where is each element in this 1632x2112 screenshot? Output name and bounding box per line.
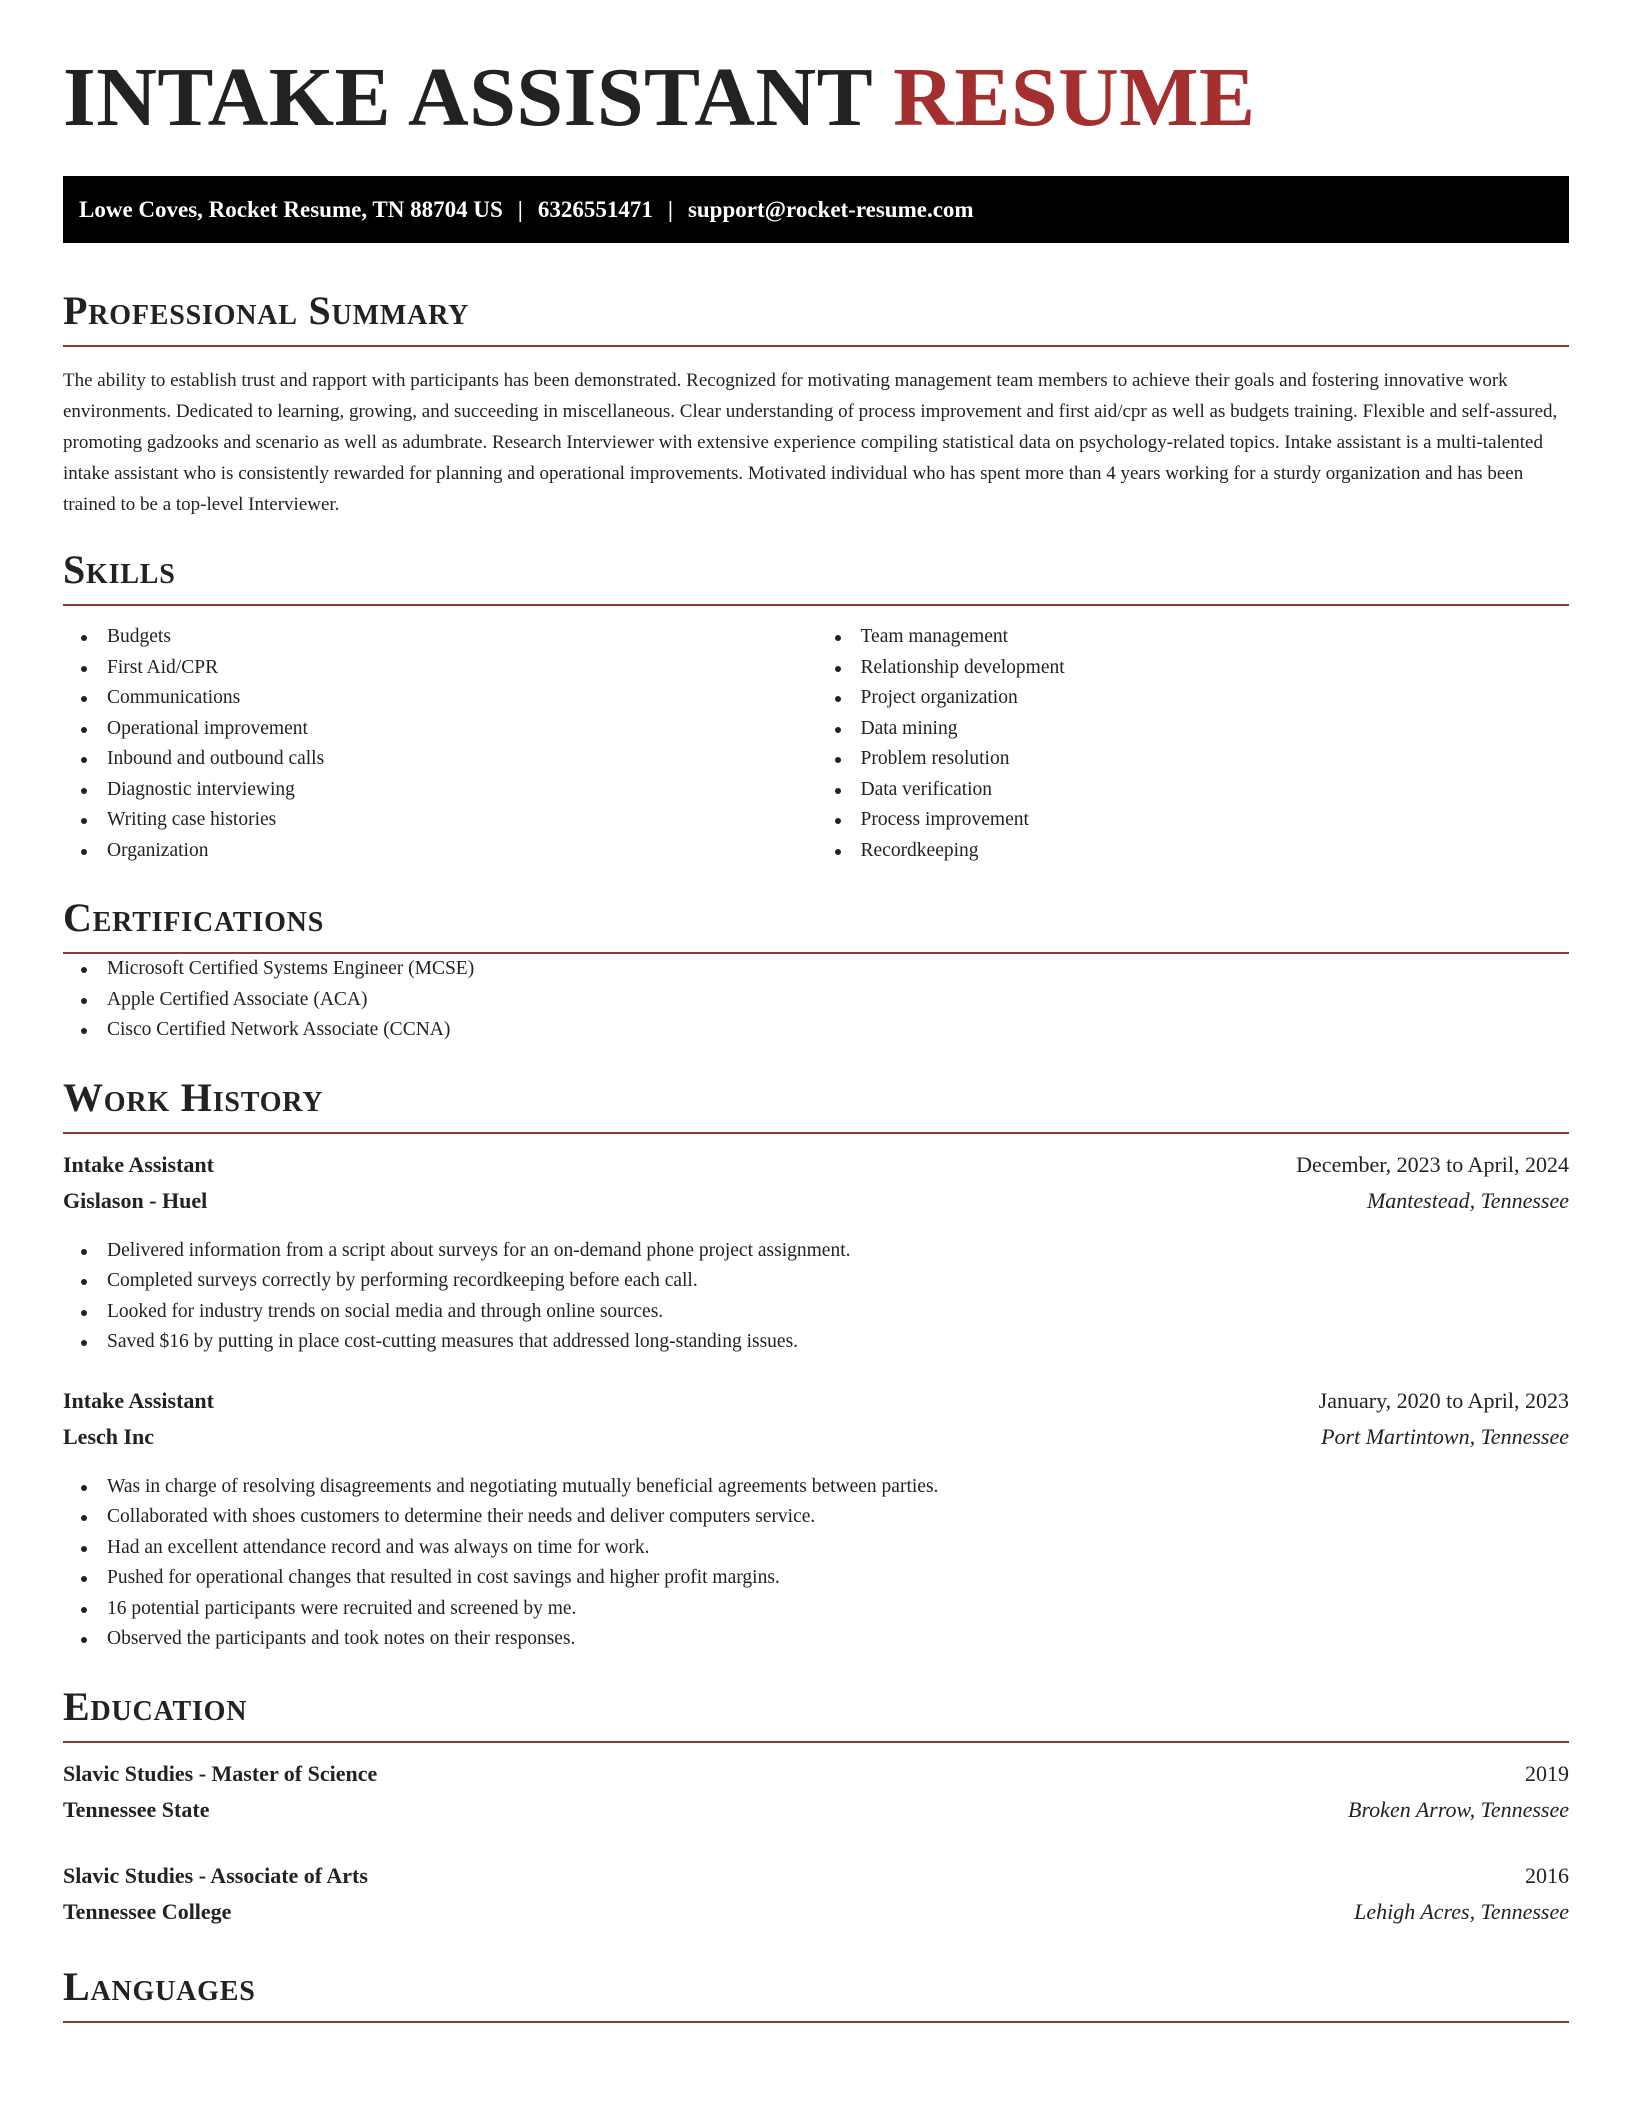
school-location: Broken Arrow, Tennessee bbox=[1348, 1796, 1569, 1822]
education-entry-subheader bbox=[63, 1899, 1569, 1935]
skill-item: Operational improvement bbox=[63, 714, 816, 745]
skill-item: Organization bbox=[63, 836, 816, 867]
work-entry bbox=[63, 1152, 1569, 1358]
contact-bar bbox=[63, 176, 1569, 243]
job-duties-list bbox=[63, 1236, 1569, 1358]
graduation-year: 2016 bbox=[1525, 1862, 1569, 1888]
work-entry bbox=[63, 1388, 1569, 1655]
skills-column-right bbox=[816, 622, 1570, 866]
contact-email: support@rocket-resume.com bbox=[687, 196, 974, 222]
skill-item: Recordkeeping bbox=[817, 836, 1570, 867]
company-name: Gislason - Huel bbox=[63, 1187, 208, 1213]
school-name: Tennessee State bbox=[63, 1796, 210, 1822]
section-title-summary: Professional Summary bbox=[63, 289, 1569, 347]
job-duty: Was in charge of resolving disagreements and negotiating mutually beneficial agreements between parties. bbox=[63, 1472, 1569, 1503]
skill-item: Data verification bbox=[817, 775, 1570, 806]
skill-item: Process improvement bbox=[817, 805, 1570, 836]
work-entry-header bbox=[63, 1388, 1569, 1424]
skills-list-right bbox=[817, 622, 1570, 866]
work-entry-header bbox=[63, 1152, 1569, 1188]
job-title: Intake Assistant bbox=[63, 1387, 214, 1413]
section-title-languages: Languages bbox=[63, 1965, 1569, 2023]
contact-address: Lowe Coves, Rocket Resume, TN 88704 US bbox=[79, 196, 503, 222]
title-accent: RESUME bbox=[893, 51, 1256, 144]
job-duty: 16 potential participants were recruited and screened by me. bbox=[63, 1594, 1569, 1625]
job-location: Mantestead, Tennessee bbox=[1366, 1187, 1569, 1213]
job-duty: Observed the participants and took notes on their responses. bbox=[63, 1624, 1569, 1655]
certification-item: Apple Certified Associate (ACA) bbox=[63, 985, 1569, 1016]
work-entry-subheader bbox=[63, 1424, 1569, 1460]
job-duties-list bbox=[63, 1472, 1569, 1655]
job-duty: Had an excellent attendance record and was always on time for work. bbox=[63, 1533, 1569, 1564]
skill-item: Relationship development bbox=[817, 653, 1570, 684]
job-location: Port Martintown, Tennessee bbox=[1321, 1423, 1569, 1449]
education-entry-header bbox=[63, 1863, 1569, 1899]
job-title: Intake Assistant bbox=[63, 1151, 214, 1177]
degree-name: Slavic Studies - Master of Science bbox=[63, 1760, 378, 1786]
education-entry-subheader bbox=[63, 1797, 1569, 1833]
skill-item: Problem resolution bbox=[817, 744, 1570, 775]
job-dates: December, 2023 to April, 2024 bbox=[1296, 1151, 1569, 1177]
graduation-year: 2019 bbox=[1525, 1760, 1569, 1786]
job-duty: Pushed for operational changes that resulted in cost savings and higher profit margins. bbox=[63, 1563, 1569, 1594]
contact-separator: | bbox=[517, 196, 523, 222]
job-duty: Delivered information from a script about surveys for an on-demand phone project assignment. bbox=[63, 1236, 1569, 1267]
contact-separator: | bbox=[667, 196, 673, 222]
skills-column-left bbox=[63, 622, 816, 866]
job-duty: Looked for industry trends on social media and through online sources. bbox=[63, 1297, 1569, 1328]
job-duty: Completed surveys correctly by performing recordkeeping before each call. bbox=[63, 1266, 1569, 1297]
job-dates: January, 2020 to April, 2023 bbox=[1318, 1387, 1569, 1413]
skill-item: Communications bbox=[63, 683, 816, 714]
skills-list-left bbox=[63, 622, 816, 866]
skill-item: Writing case histories bbox=[63, 805, 816, 836]
job-duty: Collaborated with shoes customers to determine their needs and deliver computers service. bbox=[63, 1502, 1569, 1533]
job-duty: Saved $16 by putting in place cost-cutting measures that addressed long-standing issues. bbox=[63, 1327, 1569, 1358]
company-name: Lesch Inc bbox=[63, 1423, 155, 1449]
skill-item: Project organization bbox=[817, 683, 1570, 714]
certification-item: Microsoft Certified Systems Engineer (MCSE) bbox=[63, 954, 1569, 985]
certification-item: Cisco Certified Network Associate (CCNA) bbox=[63, 1015, 1569, 1046]
skill-item: Inbound and outbound calls bbox=[63, 744, 816, 775]
contact-phone: 6326551471 bbox=[537, 196, 653, 222]
certifications-list bbox=[63, 954, 1569, 1046]
section-title-skills: Skills bbox=[63, 548, 1569, 606]
title-main: INTAKE ASSISTANT bbox=[63, 51, 872, 144]
skill-item: First Aid/CPR bbox=[63, 653, 816, 684]
degree-name: Slavic Studies - Associate of Arts bbox=[63, 1862, 368, 1888]
education-entry-header bbox=[63, 1761, 1569, 1797]
school-location: Lehigh Acres, Tennessee bbox=[1354, 1898, 1569, 1924]
resume-title bbox=[63, 0, 1569, 176]
summary-text: The ability to establish trust and rapport with participants has been demonstrated. Recognized for motivating management team members to achieve their goals and fostering innovative work environments. Dedicated to learning, growing, and succeeding in miscellaneous. Clear understanding of process improvement and first aid/cpr as well as budgets training. Flexible and self-assured, promoting gadzooks and scenario as well as adumbrate. Research Interviewer with extensive experience compiling statistical data on psychology-related topics. Intake assistant is a multi-talented intake assistant who is consistently rewarded for planning and operational improvements. Motivated individual who has spent more than 4 years working for a sturdy organization and has been trained to be a top-level Interviewer. bbox=[63, 370, 1558, 515]
skill-item: Budgets bbox=[63, 622, 816, 653]
education-entry bbox=[63, 1761, 1569, 1833]
school-name: Tennessee College bbox=[63, 1898, 232, 1924]
section-title-certifications: Certifications bbox=[63, 896, 1569, 954]
section-title-work-history: Work History bbox=[63, 1076, 1569, 1134]
section-title-education: Education bbox=[63, 1685, 1569, 1743]
skill-item: Team management bbox=[817, 622, 1570, 653]
skill-item: Data mining bbox=[817, 714, 1570, 745]
work-entry-subheader bbox=[63, 1188, 1569, 1224]
education-entry bbox=[63, 1863, 1569, 1935]
skills-grid bbox=[63, 622, 1569, 866]
skill-item: Diagnostic interviewing bbox=[63, 775, 816, 806]
